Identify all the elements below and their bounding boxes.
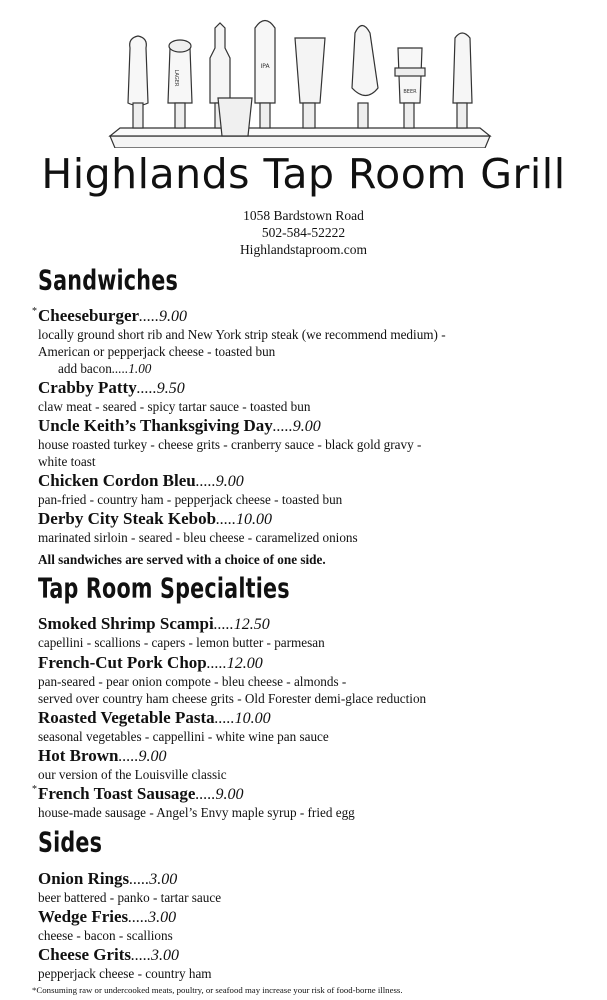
item-price: .....9.00 bbox=[118, 748, 167, 765]
item-desc: our version of the Louisville classic bbox=[38, 767, 227, 782]
item-price: .....9.00 bbox=[195, 473, 244, 490]
item-price: .....12.50 bbox=[213, 616, 270, 633]
menu-item-thanksgiving bbox=[38, 416, 578, 470]
item-name: Cheeseburger bbox=[38, 306, 140, 325]
menu-item-cheeseburger bbox=[38, 306, 578, 377]
item-price: .....10.00 bbox=[214, 710, 271, 727]
sandwich-side-note: All sandwiches are served with a choice of one side. bbox=[38, 552, 326, 567]
item-name: Chicken Cordon Bleu bbox=[38, 471, 196, 490]
section-title-sides: Sides bbox=[38, 828, 103, 859]
item-name: Uncle Keith’s Thanksgiving Day bbox=[38, 416, 273, 435]
item-name: Smoked Shrimp Scampi bbox=[38, 614, 214, 633]
restaurant-name: Highlands Tap Room Grill bbox=[41, 150, 566, 198]
addon-price: .....1.00 bbox=[111, 361, 152, 376]
item-name: French-Cut Pork Chop bbox=[38, 653, 207, 672]
item-name: Roasted Vegetable Pasta bbox=[38, 708, 215, 727]
beer-label: BEER bbox=[403, 89, 417, 95]
item-name: Onion Rings bbox=[38, 869, 130, 888]
beer-tap-handles-illustration bbox=[100, 8, 500, 148]
address: 1058 Bardstown Road bbox=[243, 208, 364, 223]
phone: 502-584-52222 bbox=[261, 225, 346, 240]
asterisk-mark: * bbox=[32, 784, 37, 795]
item-desc: seasonal vegetables - cappellini - white wine pan sauce bbox=[38, 729, 329, 744]
item-desc: white toast bbox=[38, 454, 96, 469]
item-desc: served over country ham cheese grits - Old Forester demi-glace reduction bbox=[38, 691, 427, 706]
item-addon bbox=[38, 360, 578, 377]
menu-item-hot-brown bbox=[38, 746, 578, 783]
menu-item-shrimp-scampi bbox=[38, 614, 578, 651]
item-price: .....12.00 bbox=[206, 655, 263, 672]
item-desc: locally ground short rib and New York strip steak (we recommend medium) - bbox=[38, 327, 446, 342]
menu-item-cordon-bleu bbox=[38, 471, 578, 508]
section-title-sandwiches: Sandwiches bbox=[38, 266, 178, 297]
item-price: .....3.00 bbox=[129, 871, 178, 888]
item-name: Cheese Grits bbox=[38, 945, 132, 964]
food-safety-disclaimer: *Consuming raw or undercooked meats, poultry, or seafood may increase your risk of food-borne illness. bbox=[32, 985, 403, 995]
menu-item-crabby-patty bbox=[38, 378, 578, 415]
item-name: Derby City Steak Kebob bbox=[38, 509, 217, 528]
item-desc: capellini - scallions - capers - lemon butter - parmesan bbox=[38, 635, 325, 650]
item-desc: marinated sirloin - seared - bleu cheese - caramelized onions bbox=[38, 530, 358, 545]
item-price: .....9.00 bbox=[272, 418, 321, 435]
item-desc: house roasted turkey - cheese grits - cranberry sauce - black gold gravy - bbox=[38, 437, 422, 452]
item-desc: pan-seared - pear onion compote - bleu cheese - almonds - bbox=[38, 674, 347, 689]
item-price: .....9.00 bbox=[195, 786, 244, 803]
asterisk-mark: * bbox=[32, 306, 37, 317]
item-price: .....9.00 bbox=[139, 308, 188, 325]
item-price: .....3.00 bbox=[131, 947, 180, 964]
menu-item-steak-kebob bbox=[38, 509, 578, 546]
item-price: .....3.00 bbox=[128, 909, 177, 926]
menu-item-onion-rings bbox=[38, 869, 578, 906]
addon-label: add bacon bbox=[58, 361, 112, 376]
menu-item-wedge-fries bbox=[38, 907, 578, 944]
item-desc: beer battered - panko - tartar sauce bbox=[38, 890, 222, 905]
item-desc: house-made sausage - Angel’s Envy maple syrup - fried egg bbox=[38, 805, 355, 820]
menu-item-french-toast-sausage bbox=[38, 784, 578, 821]
ipa-label: IPA bbox=[260, 63, 270, 70]
item-name: French Toast Sausage bbox=[38, 784, 196, 803]
item-name: Hot Brown bbox=[38, 746, 119, 765]
item-name: Wedge Fries bbox=[38, 907, 129, 926]
item-desc: cheese - bacon - scallions bbox=[38, 928, 173, 943]
contact-block bbox=[0, 207, 607, 258]
item-desc: claw meat - seared - spicy tartar sauce - toasted bun bbox=[38, 399, 311, 414]
section-title-specialties: Tap Room Specialties bbox=[38, 574, 290, 605]
menu-item-pork-chop bbox=[38, 653, 578, 707]
website: Highlandstaproom.com bbox=[239, 242, 368, 257]
menu-item-vegetable-pasta bbox=[38, 708, 578, 745]
item-price: .....9.50 bbox=[136, 380, 185, 397]
item-desc: American or pepperjack cheese - toasted bun bbox=[38, 344, 276, 359]
menu-item-cheese-grits bbox=[38, 945, 578, 982]
item-desc: pan-fried - country ham - pepperjack cheese - toasted bun bbox=[38, 492, 343, 507]
item-price: .....10.00 bbox=[216, 511, 273, 528]
item-desc: pepperjack cheese - country ham bbox=[38, 966, 212, 981]
item-name: Crabby Patty bbox=[38, 378, 137, 397]
lager-label: LAGER bbox=[173, 69, 179, 87]
